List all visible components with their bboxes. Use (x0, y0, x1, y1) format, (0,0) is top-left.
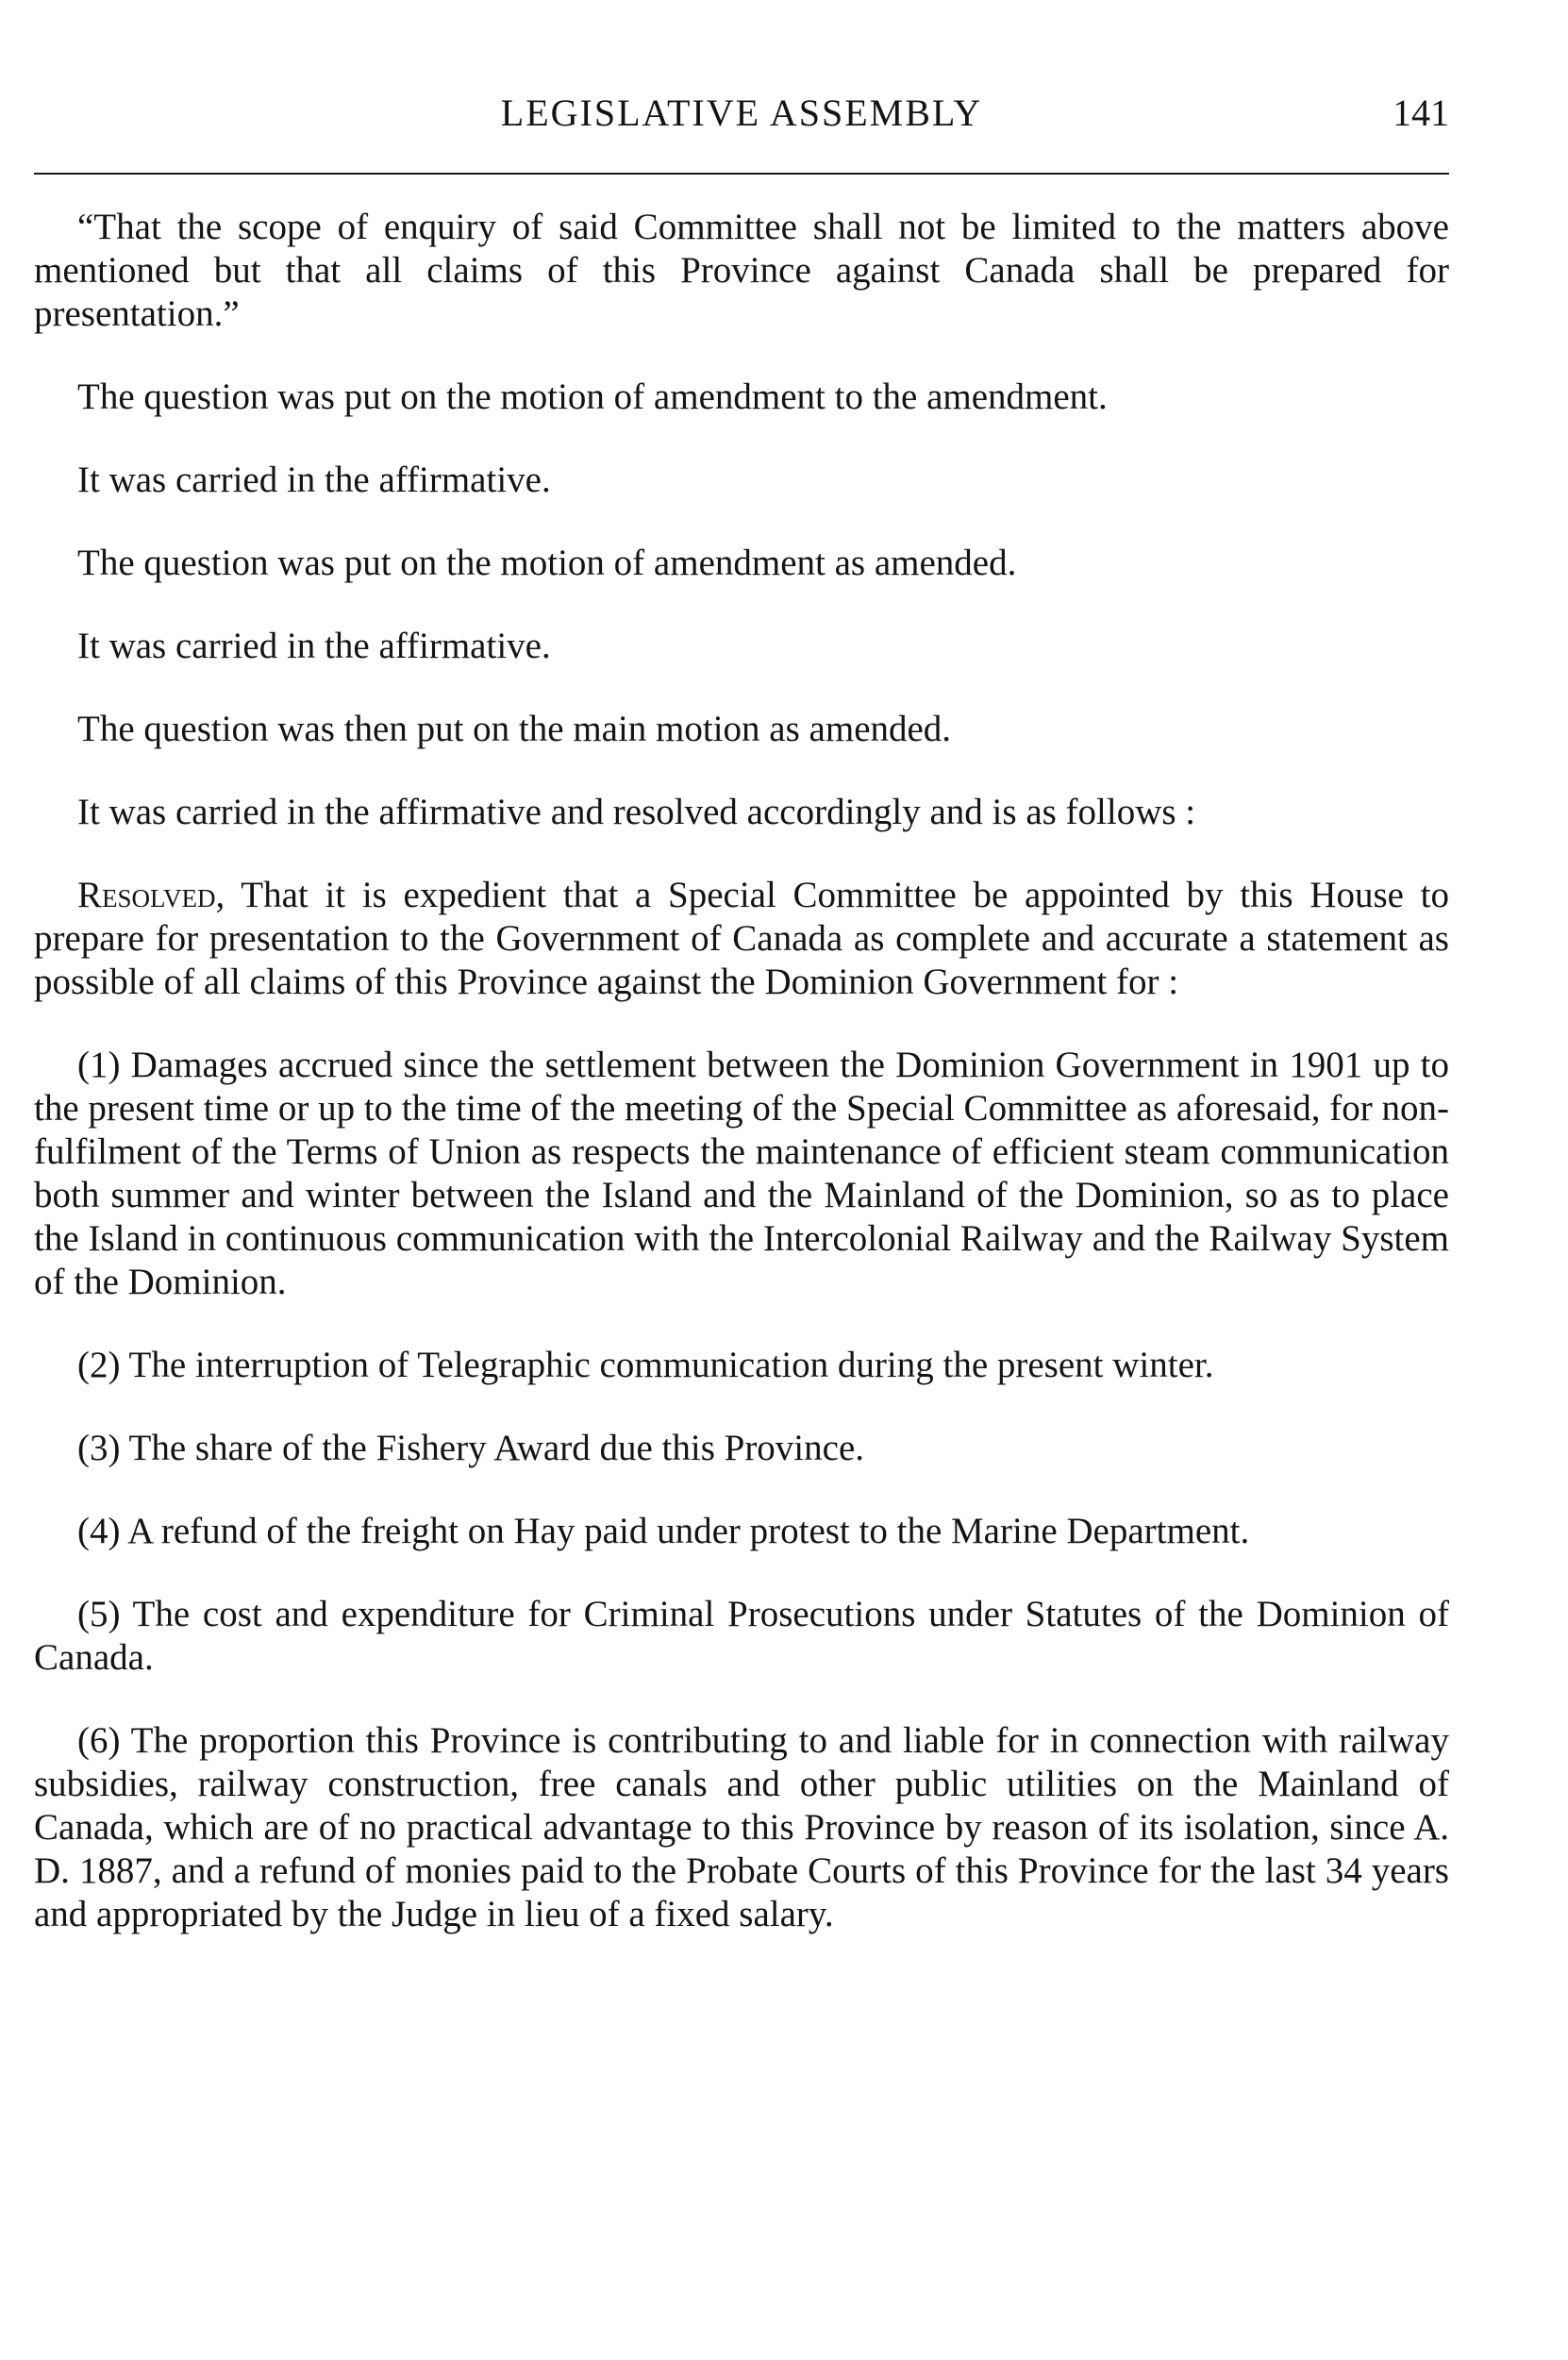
paragraph: The question was put on the motion of amendment to the amendment. (77, 377, 1108, 417)
paragraph: The question was put on the motion of amendment as amended. (77, 543, 1017, 583)
running-head: LEGISLATIVE ASSEMBLY (500, 92, 983, 134)
claim-item: (5) The cost and expenditure for Criminal Prosecutions under Statutes of the Dominion of Canada. (34, 1594, 1449, 1678)
quoted-amendment: “That the scope of enquiry of said Committee shall not be limited to the matters above mentioned but that all claims of this Province against Canada shall be prepared for presentation.” (34, 207, 1449, 334)
paragraph: It was carried in the affirmative. (77, 460, 551, 500)
page-header (34, 81, 1449, 138)
claim-item: (2) The interruption of Telegraphic communication during the present winter. (77, 1345, 1214, 1385)
paragraph: The question was then put on the main motion as amended. (77, 709, 952, 749)
header-rule (34, 173, 1449, 175)
resolution-lead: Resolved, (77, 875, 225, 915)
claim-item: (4) A refund of the freight on Hay paid under protest to the Marine Department. (77, 1511, 1250, 1551)
claim-item: (1) Damages accrued since the settlement between the Dominion Government in 1901 up to the present time or up to the time of the meeting of the Special Committee as aforesaid, for non-fulfilment of the Terms of Union as respects the maintenance of efficient steam communication both summer and winter between the Island and the Mainland of the Dominion, so as to place the Island in continuous communication with the Intercolonial Railway and the Railway System of the Dominion. (34, 1045, 1449, 1302)
page-number: 141 (1393, 92, 1449, 134)
resolution-text: That it is expedient that a Special Committee be appointed by this House to prepare for presentation to the Government of Canada as complete and accurate a statement as possible of all claims of this Province against the Dominion Government for : (34, 875, 1449, 1002)
claim-item: (6) The proportion this Province is contributing to and liable for in connection with railway subsidies, railway construction, free canals and other public utilities on the Mainland of Canada, which are of no practical advantage to this Province by reason of its isolation, since A. D. 1887, and a refund of monies paid to the Probate Courts of this Province for the last 34 years and appropriated by the Judge in lieu of a fixed salary. (34, 1720, 1449, 1934)
claim-item: (3) The share of the Fishery Award due this Province. (77, 1428, 865, 1468)
paragraph: It was carried in the affirmative. (77, 626, 551, 666)
body-text (34, 206, 1449, 1936)
resolution-paragraph (34, 874, 1449, 1004)
paragraph: It was carried in the affirmative and resolved accordingly and is as follows : (77, 792, 1196, 832)
